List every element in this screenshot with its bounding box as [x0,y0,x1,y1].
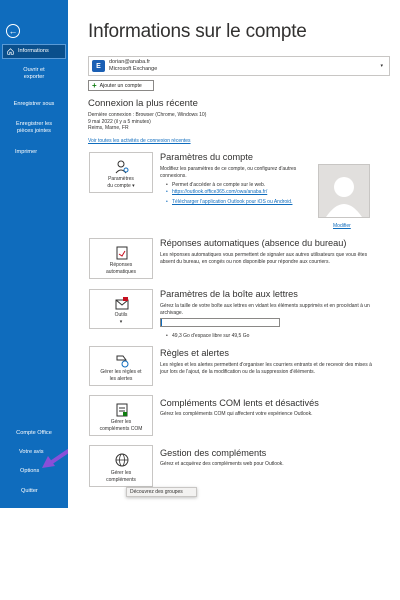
manage-com-addins-button[interactable] [89,395,153,436]
mailbox-tools-button[interactable] [89,289,153,329]
manage-rules-button[interactable] [89,346,153,386]
com-addins-icon [114,402,130,418]
com-addins-desc: Gérez les compléments COM qui affectent votre expérience Outlook. [160,411,313,417]
tile-label: Gérer les règles et les alertes [100,369,142,382]
back-arrow-icon[interactable]: ← [6,24,20,38]
tile-label: Gérer les compléments [106,470,136,483]
rules-alerts-desc: Les règles et les alertes permettent d'organiser les courriers entrants et de recevoir des mises à jour lors de l'ajout, de la modification ou de la suppression d'éléments. [160,362,372,375]
nav-item-quit[interactable]: Quitter [21,488,38,494]
mailbox-settings-title: Paramètres de la boîte aux lettres [160,289,298,299]
chevron-down-icon: ▾ [380,63,383,69]
account-settings-button[interactable] [89,152,153,193]
account-settings-bullet-web: • Permet d'accéder à ce compte sur le web. [172,182,265,189]
addins-title: Gestion des compléments [160,448,267,458]
home-icon [7,48,14,55]
add-account-label: Ajouter un compte [99,82,142,89]
tooltip: Découvrez des groupes [126,487,197,497]
nav-item-office-account[interactable]: Compte Office [16,430,52,436]
account-type: Microsoft Exchange [109,66,158,72]
recent-login-title: Connexion la plus récente [88,98,198,109]
auto-replies-button[interactable] [89,238,153,279]
nav-item-informations[interactable] [2,44,66,59]
tile-label: Gérer les compléments COM [99,419,143,432]
recent-login-info [88,112,206,132]
default-avatar-icon [324,171,364,217]
account-email: dorian@anaba.fr [109,58,151,65]
nav-item-save-attachments[interactable]: Enregistrer les pièces jointes [15,121,53,134]
plus-icon: + [92,80,97,90]
com-addins-title: Compléments COM lents et désactivés [160,398,319,408]
auto-reply-icon [114,245,130,261]
account-dropdown[interactable] [88,56,390,76]
nav-item-print[interactable]: Imprimer [15,149,38,155]
account-settings-icon [114,159,130,175]
rules-alerts-title: Règles et alertes [160,348,229,358]
nav-item-open-export[interactable]: Ouvrir et exporter [23,67,45,80]
nav-item-feedback[interactable]: Votre avis [19,449,44,455]
manage-addins-button[interactable] [89,445,153,487]
nav-item-label: Informations [18,48,49,54]
mailbox-usage-bar [160,318,280,327]
tile-label: Paramètres du compte ▾ [107,176,135,189]
mailbox-usage-fill [161,319,162,326]
account-settings-title: Paramètres du compte [160,152,253,162]
globe-icon [114,452,130,468]
change-avatar-link[interactable]: Modifier [333,223,351,229]
avatar [318,164,370,218]
mailbox-settings-desc: Gérez la taille de votre boîte aux lettres en vidant les éléments supprimés et en procédant à un archivage. [160,303,370,316]
mailbox-tools-icon [114,296,130,312]
exchange-icon: E [92,60,105,72]
add-account-button[interactable] [88,80,154,91]
page-title: Informations sur le compte [88,21,307,42]
rules-alerts-icon [114,353,130,369]
nav-item-options[interactable]: Options [20,468,40,474]
auto-replies-desc: Les réponses automatiques vous permettent de signaler aux autres utilisateurs que vous êtes absent du bureau, en congés ou non disponible pour répondre aux courriers. [160,252,368,265]
owa-link[interactable]: • https://outlook.office365.com/owa/anaba.fr/ [172,189,267,196]
mailbox-usage-text: • 49,3 Go d'espace libre sur 49,5 Go [172,333,249,340]
auto-replies-title: Réponses automatiques (absence du bureau) [160,238,347,248]
account-settings-desc: Modifiez les paramètres de ce compte, ou configurez d'autres connexions. [160,166,297,179]
recent-login-link[interactable]: Voir toutes les activités de connexion récentes [88,138,191,144]
tile-label: Outils ▾ [114,312,128,325]
login-line-location: Reims, Marne, FR [88,125,129,131]
addins-desc: Gérez et acquérez des compléments web pour Outlook. [160,461,284,467]
login-line-date: 9 mai 2022 (il y a 5 minutes) [88,118,151,125]
login-line-browser: Dernière connexion : Browser (Chrome, Windows 10) [88,112,207,118]
backstage-sidebar [0,0,68,508]
tile-label: Réponses automatiques [105,262,137,275]
account-info-panel [68,0,400,508]
nav-item-save-as[interactable]: Enregistrer sous [13,101,55,107]
mobile-app-link[interactable]: • Télécharger l'application Outlook pour iOS ou Android. [172,199,292,206]
